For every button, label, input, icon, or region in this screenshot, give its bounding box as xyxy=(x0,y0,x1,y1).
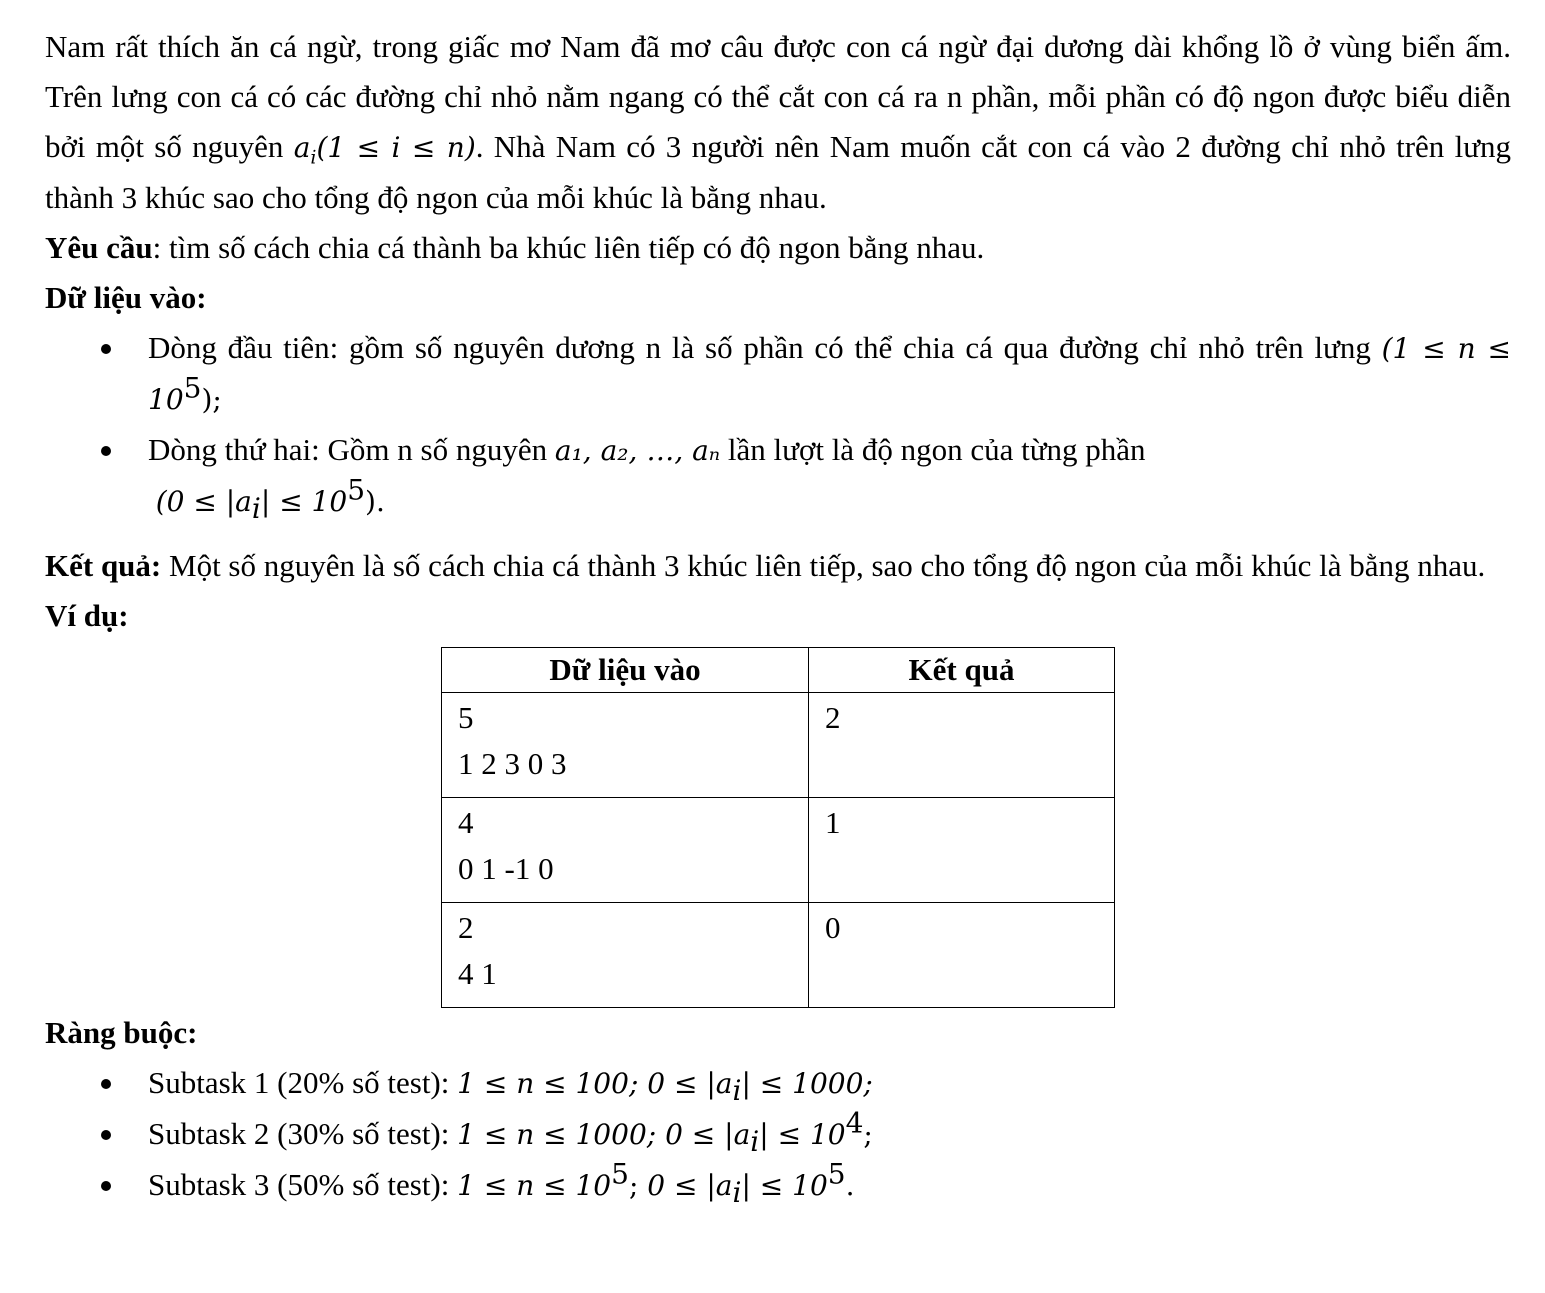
input-item-2-math-3: | ≤ 10 xyxy=(260,485,348,518)
math-range: (1 ≤ i ≤ n) xyxy=(316,131,476,164)
output-cell: 0 xyxy=(809,903,1115,1008)
input-cell xyxy=(442,798,809,903)
subtask-sep: ; xyxy=(628,1169,648,1202)
input-line: 5 xyxy=(458,700,474,735)
subtask-n-sup: 5 xyxy=(611,1157,629,1191)
subtask-item xyxy=(148,1106,1511,1160)
subtask-n-range: 1 ≤ n ≤ 10 xyxy=(457,1169,612,1202)
input-item-2-sup: 5 xyxy=(347,473,366,507)
input-item-2-end: ). xyxy=(365,485,385,518)
subtask-item xyxy=(148,1058,1511,1109)
subtask-label: Subtask 2 (30% số test): xyxy=(148,1116,458,1151)
input-item-2-math: a₁, a₂, …, aₙ xyxy=(554,434,721,467)
subtask-sub: i xyxy=(732,1074,742,1108)
constraints-list xyxy=(45,1058,1511,1211)
input-cell xyxy=(442,693,809,798)
subtask-a-range: 0 ≤ |a xyxy=(647,1067,733,1100)
subtask-label: Subtask 3 (50% số test): xyxy=(148,1167,458,1202)
output-text: Một số nguyên là số cách chia cá thành 3 khúc liên tiếp, sao cho tổng độ ngon của mỗi khúc là bằng nhau. xyxy=(161,548,1486,583)
subtask-sub: i xyxy=(732,1176,742,1210)
input-item-1-end: ); xyxy=(201,383,222,416)
input-item-1-math: (1 ≤ n ≤ 10 xyxy=(148,332,1511,416)
math-sub-i: i xyxy=(310,146,317,169)
subtask-n-range: 1 ≤ n ≤ 1000; xyxy=(457,1118,666,1151)
subtask-n-range: 1 ≤ n ≤ 100; xyxy=(457,1067,648,1100)
output-label: Kết quả: xyxy=(45,548,162,583)
example-table xyxy=(441,647,1115,1008)
header-input: Dữ liệu vào xyxy=(442,648,809,693)
input-item-2-text-2: lần lượt là độ ngon của từng phần xyxy=(720,432,1146,467)
subtask-sub: i xyxy=(750,1125,760,1159)
input-heading xyxy=(45,273,1511,323)
requirement-label: Yêu cầu xyxy=(45,230,153,265)
input-line: 0 1 -1 0 xyxy=(458,851,554,886)
subtask-end: ; xyxy=(863,1118,873,1151)
intro-paragraph xyxy=(45,22,1511,223)
header-output: Kết quả xyxy=(809,648,1115,693)
example-heading-text: Ví dụ: xyxy=(45,598,129,633)
subtask-a-range: 0 ≤ |a xyxy=(647,1169,733,1202)
constraints-heading-text: Ràng buộc: xyxy=(45,1015,198,1050)
subtask-a-range-2: | ≤ 10 xyxy=(741,1169,828,1202)
intro-text: Nam rất thích ăn cá ngừ, trong giấc mơ Nam đã mơ câu được con cá ngừ đại dương dài khổng lồ ở vùng biển ấm. Trên lưng con cá có các đường chỉ nhỏ nằm ngang có thể cắt con cá ra n phần, mỗi phần có độ ngon được biểu diễn bởi một số nguyên xyxy=(45,29,1511,164)
input-list xyxy=(45,323,1511,527)
subtask-sup: 4 xyxy=(845,1106,864,1140)
input-item-1-text: Dòng đầu tiên: gồm số nguyên dương n là số phần có thể chia cá qua đường chỉ nhỏ trên lưng xyxy=(148,330,1382,365)
input-line: 1 2 3 0 3 xyxy=(458,746,567,781)
subtask-label: Subtask 1 (20% số test): xyxy=(148,1065,458,1100)
subtask-a-range-2: | ≤ 10 xyxy=(759,1118,846,1151)
constraints-heading xyxy=(45,1008,1511,1058)
table-row xyxy=(442,903,1115,1008)
subtask-a-range: 0 ≤ |a xyxy=(665,1118,751,1151)
math-a: a xyxy=(293,131,311,164)
subtask-a-range-2: | ≤ 1000; xyxy=(741,1067,873,1100)
input-line: 4 1 xyxy=(458,956,497,991)
input-item-1-sup: 5 xyxy=(183,371,202,405)
input-line: 2 xyxy=(458,910,474,945)
input-item-2-text: Dòng thứ hai: Gồm n số nguyên xyxy=(148,432,555,467)
output-cell: 2 xyxy=(809,693,1115,798)
input-heading-text: Dữ liệu vào: xyxy=(45,280,207,315)
intro-text-2: . Nhà Nam có 3 người nên Nam muốn cắt con cá vào 2 đường chỉ nhỏ trên lưng thành 3 khúc sao cho tổng độ ngon của mỗi khúc là bằng nhau. xyxy=(45,129,1511,215)
input-item-1 xyxy=(148,323,1511,425)
input-item-2-math-2: (0 ≤ |a xyxy=(155,485,252,518)
problem-statement xyxy=(45,22,1511,1211)
subtask-end: . xyxy=(845,1169,855,1202)
table-header-row xyxy=(442,648,1115,693)
table-row xyxy=(442,693,1115,798)
input-cell xyxy=(442,903,809,1008)
math-a-i xyxy=(293,131,317,169)
input-line: 4 xyxy=(458,805,474,840)
output-cell: 1 xyxy=(809,798,1115,903)
input-item-2-sub: i xyxy=(251,492,261,526)
output-paragraph xyxy=(45,541,1511,591)
requirement-text: : tìm số cách chia cá thành ba khúc liên tiếp có độ ngon bằng nhau. xyxy=(152,230,985,265)
table-row xyxy=(442,798,1115,903)
example-heading xyxy=(45,591,1511,641)
subtask-item xyxy=(148,1157,1511,1211)
requirement xyxy=(45,223,1511,273)
input-item-2 xyxy=(148,425,1511,527)
subtask-sup: 5 xyxy=(827,1157,846,1191)
